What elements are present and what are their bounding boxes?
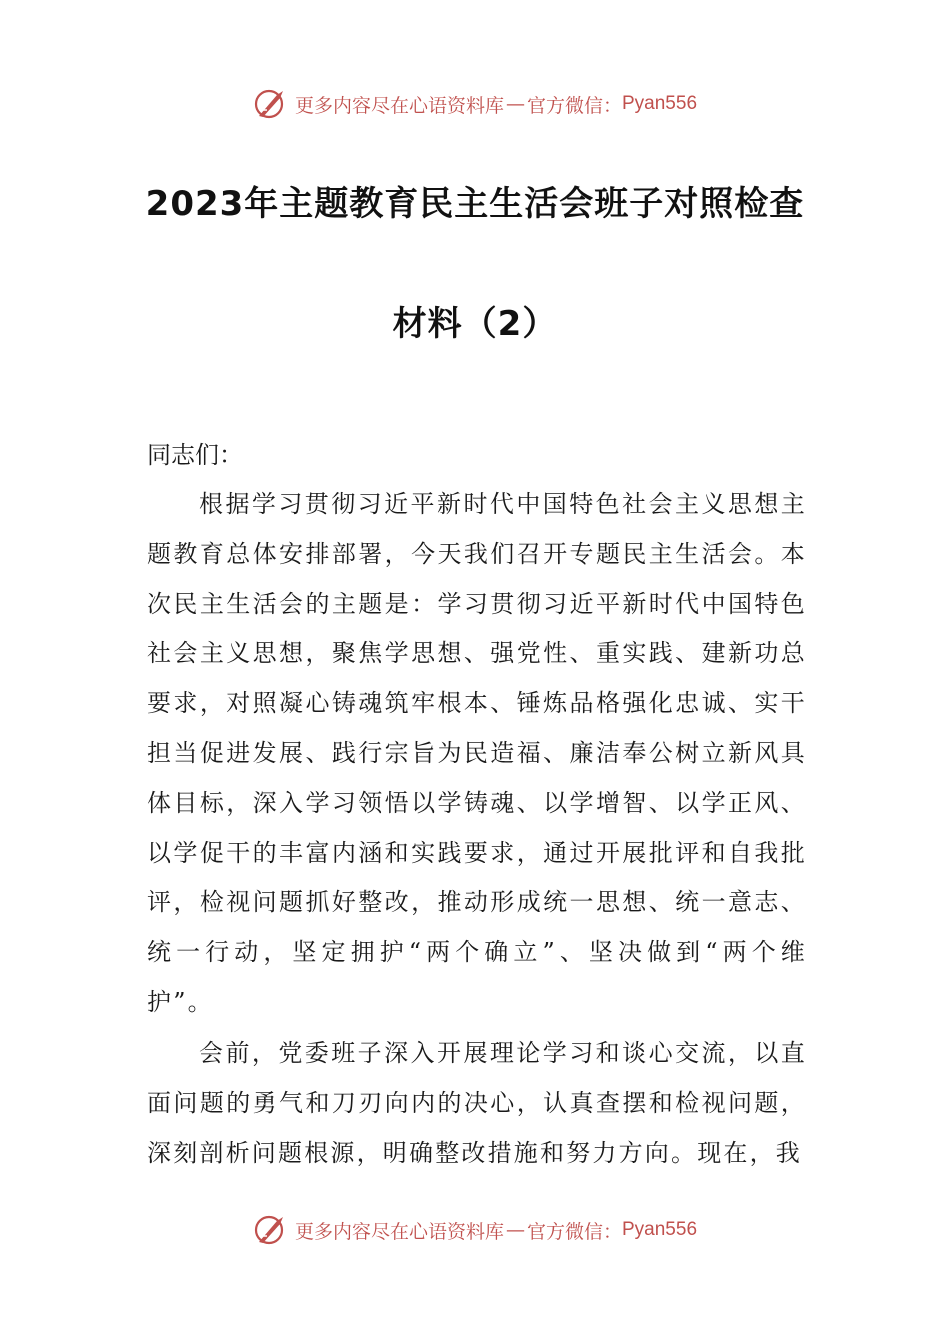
watermark-prefix: 更多内容尽在心语资料库: [294, 1220, 504, 1243]
watermark-separator: —: [505, 93, 525, 115]
quill-circle-icon: [253, 86, 289, 122]
salutation: 同志们：: [147, 441, 243, 469]
body-paragraph-2: 会前，党委班子深入开展理论学习和谈心交流，以直面问题的勇气和刀刃向内的决心，认真查摆和检视问题，深刻剖析问题根源，明确整改措施和努力方向。现在，我: [147, 1039, 807, 1167]
footer-watermark: [0, 1208, 950, 1252]
body-paragraph-1: 根据学习贯彻习近平新时代中国特色社会主义思想主题教育总体安排部署，今天我们召开专题民主生活会。本次民主生活会的主题是：学习贯彻习近平新时代中国特色社会主义思想，聚焦学思想、强党性、重实践、建新功总要求，对照凝心铸魂筑牢根本、锤炼品格强化忠诚、实干担当促进发展、践行宗旨为民造福、廉洁奉公树立新风具体目标，深入学习领悟以学铸魂、以学增智、以学正风、以学促干的丰富内涵和实践要求，通过开展批评和自我批评，检视问题抓好整改，推动形成统一思想、统一意志、统一行动，坚定拥护“两个确立”、坚决做到“两个维护”。: [147, 490, 807, 1016]
watermark-prefix: 更多内容尽在心语资料库: [294, 94, 504, 117]
watermark-suffix: 官方微信：: [526, 94, 622, 117]
watermark-suffix: 官方微信：: [526, 1220, 622, 1243]
quill-circle-icon: [253, 1212, 289, 1248]
watermark-wechat-id: Pyan556: [622, 93, 698, 114]
document-title-line2: 材料（2）: [392, 304, 558, 344]
watermark-wechat-id: Pyan556: [622, 1219, 698, 1240]
document-title-line1: 2023年主题教育民主生活会班子对照检查: [145, 184, 805, 224]
watermark-separator: —: [505, 1219, 525, 1241]
header-watermark: [0, 82, 950, 126]
